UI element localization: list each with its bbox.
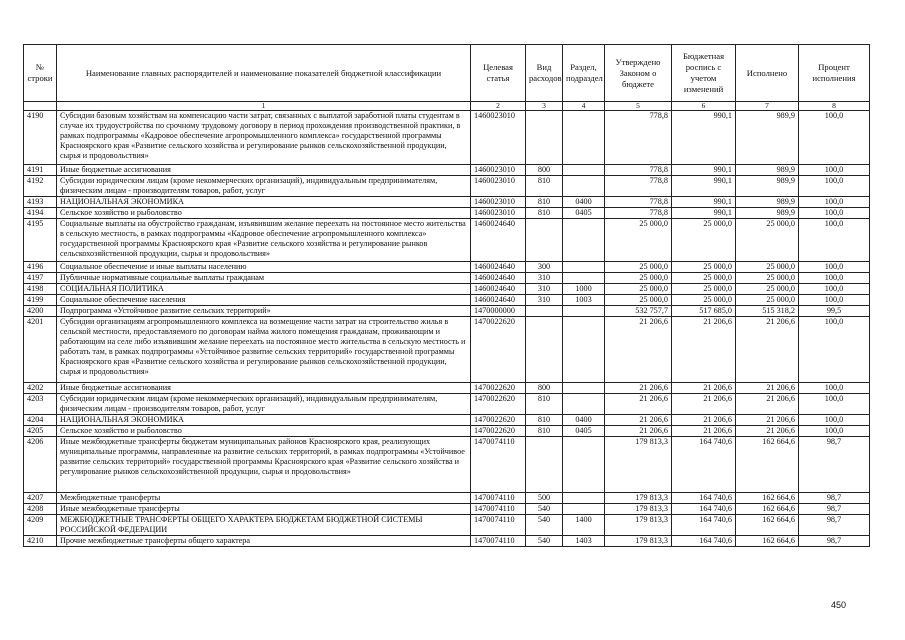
executed-cell: 989,9: [736, 208, 799, 219]
budget-plan-cell: 990,1: [672, 111, 736, 165]
row-name-cell: Прочие межбюджетные трансферты общего характера: [57, 536, 471, 547]
table-row: [24, 197, 870, 208]
expense-type-cell: [526, 317, 563, 383]
budget-plan-cell: 517 685,0: [672, 306, 736, 317]
budget-plan-cell: 25 000,0: [672, 219, 736, 262]
row-name-cell: Межбюджетные трансферты: [57, 493, 471, 504]
executed-cell: 989,9: [736, 176, 799, 197]
target-article-cell: 1460024640: [471, 273, 526, 284]
percent-cell: 100,0: [799, 415, 870, 426]
expense-type-cell: 310: [526, 295, 563, 306]
table-row: [24, 295, 870, 306]
header-executed: Исполнено: [736, 45, 799, 102]
approved-cell: 179 813,3: [605, 504, 672, 515]
column-number-cell: 5: [605, 102, 672, 111]
budget-plan-cell: 164 740,6: [672, 493, 736, 504]
row-number-cell: 4192: [24, 176, 57, 197]
executed-cell: 162 664,6: [736, 493, 799, 504]
row-number-cell: 4202: [24, 383, 57, 394]
row-number-cell: 4190: [24, 111, 57, 165]
percent-cell: 98,7: [799, 536, 870, 547]
expense-type-cell: 540: [526, 536, 563, 547]
table-row: [24, 515, 870, 536]
target-article-cell: 1470074110: [471, 437, 526, 493]
budget-plan-cell: 990,1: [672, 208, 736, 219]
approved-cell: 778,8: [605, 208, 672, 219]
section-cell: [563, 504, 605, 515]
expense-type-cell: [526, 306, 563, 317]
section-cell: 1403: [563, 536, 605, 547]
approved-cell: 25 000,0: [605, 219, 672, 262]
percent-cell: 99,5: [799, 306, 870, 317]
section-cell: 1000: [563, 284, 605, 295]
approved-cell: 21 206,6: [605, 317, 672, 383]
column-number-cell: 4: [563, 102, 605, 111]
expense-type-cell: 810: [526, 394, 563, 415]
row-name-cell: Социальное обеспечение и иные выплаты населению: [57, 262, 471, 273]
executed-cell: 21 206,6: [736, 426, 799, 437]
expense-type-cell: 810: [526, 415, 563, 426]
section-cell: [563, 165, 605, 176]
row-name-cell: Подпрограмма «Устойчивое развитие сельских территорий»: [57, 306, 471, 317]
target-article-cell: 1470022620: [471, 415, 526, 426]
approved-cell: 179 813,3: [605, 493, 672, 504]
row-number-cell: 4193: [24, 197, 57, 208]
section-cell: 1400: [563, 515, 605, 536]
budget-plan-cell: 164 740,6: [672, 536, 736, 547]
percent-cell: 100,0: [799, 383, 870, 394]
header-section: Раздел, подраздел: [563, 45, 605, 102]
row-name-cell: Иные бюджетные ассигнования: [57, 165, 471, 176]
executed-cell: 21 206,6: [736, 394, 799, 415]
row-name-cell: Иные межбюджетные трансферты: [57, 504, 471, 515]
percent-cell: 100,0: [799, 165, 870, 176]
budget-plan-cell: 990,1: [672, 165, 736, 176]
approved-cell: 21 206,6: [605, 415, 672, 426]
expense-type-cell: [526, 437, 563, 493]
approved-cell: 25 000,0: [605, 273, 672, 284]
row-name-cell: НАЦИОНАЛЬНАЯ ЭКОНОМИКА: [57, 415, 471, 426]
row-number-cell: 4206: [24, 437, 57, 493]
executed-cell: 989,9: [736, 165, 799, 176]
row-number-cell: 4197: [24, 273, 57, 284]
row-name-cell: Сельское хозяйство и рыболовство: [57, 426, 471, 437]
executed-cell: 515 318,2: [736, 306, 799, 317]
percent-cell: 100,0: [799, 219, 870, 262]
percent-cell: 100,0: [799, 111, 870, 165]
section-cell: [563, 176, 605, 197]
header-percent: Процент исполнения: [799, 45, 870, 102]
executed-cell: 989,9: [736, 111, 799, 165]
percent-cell: 98,7: [799, 504, 870, 515]
expense-type-cell: 810: [526, 208, 563, 219]
target-article-cell: 1470074110: [471, 493, 526, 504]
row-number-cell: 4204: [24, 415, 57, 426]
executed-cell: 162 664,6: [736, 536, 799, 547]
expense-type-cell: 500: [526, 493, 563, 504]
approved-cell: 25 000,0: [605, 295, 672, 306]
approved-cell: 778,8: [605, 165, 672, 176]
section-cell: [563, 111, 605, 165]
percent-cell: 100,0: [799, 262, 870, 273]
row-number-cell: 4198: [24, 284, 57, 295]
column-number-row: [24, 102, 870, 111]
executed-cell: 162 664,6: [736, 504, 799, 515]
table-row: [24, 176, 870, 197]
header-approved: Утверждено Законом о бюджете: [605, 45, 672, 102]
table-row: [24, 394, 870, 415]
table-row: [24, 426, 870, 437]
row-name-cell: Субсидии базовым хозяйствам на компенсацию части затрат, связанных с выплатой заработной платы студентам в случае их трудоустройства по срочному трудовому договору в период прохождения производственной практики, в рамках подпрограммы «Кадровое обеспечение агропромышленного комплекса» государственной программы Красноярского края «Развитие сельского хозяйства и регулирование рынков сельскохозяйственной продукции, сырья и продовольствия»: [57, 111, 471, 165]
approved-cell: 778,8: [605, 111, 672, 165]
executed-cell: 21 206,6: [736, 383, 799, 394]
budget-table-sheet: [23, 44, 869, 547]
section-cell: [563, 219, 605, 262]
target-article-cell: 1460024640: [471, 284, 526, 295]
table-row: [24, 306, 870, 317]
expense-type-cell: 810: [526, 197, 563, 208]
table-row: [24, 383, 870, 394]
row-name-cell: Сельское хозяйство и рыболовство: [57, 208, 471, 219]
budget-plan-cell: 25 000,0: [672, 284, 736, 295]
approved-cell: 25 000,0: [605, 262, 672, 273]
row-name-cell: Субсидии юридическим лицам (кроме некоммерческих организаций), индивидуальным предпринимателям, физическим лицам - производителям товаров, работ, услуг: [57, 176, 471, 197]
target-article-cell: 1470022620: [471, 317, 526, 383]
expense-type-cell: 800: [526, 165, 563, 176]
approved-cell: 25 000,0: [605, 284, 672, 295]
expense-type-cell: 300: [526, 262, 563, 273]
table-row: [24, 437, 870, 493]
budget-plan-cell: 25 000,0: [672, 262, 736, 273]
table-row: [24, 208, 870, 219]
page-number: 450: [831, 600, 847, 610]
table-row: [24, 219, 870, 262]
row-number-cell: 4207: [24, 493, 57, 504]
percent-cell: 100,0: [799, 394, 870, 415]
executed-cell: 25 000,0: [736, 295, 799, 306]
section-cell: [563, 437, 605, 493]
approved-cell: 21 206,6: [605, 383, 672, 394]
executed-cell: 25 000,0: [736, 273, 799, 284]
row-name-cell: Социальные выплаты на обустройство гражданам, изъявившим желание переехать на постоянное место жительства в сельскую местность, в рамках подпрограммы «Кадровое обеспечение агропромышленного комплекса» государственной программы Красноярского края «Развитие сельского хозяйства и регулирование рынков сельскохозяйственной продукции, сырья и продовольствия»: [57, 219, 471, 262]
target-article-cell: 1460023010: [471, 208, 526, 219]
target-article-cell: 1460024640: [471, 219, 526, 262]
expense-type-cell: 810: [526, 426, 563, 437]
column-number-cell: 8: [799, 102, 870, 111]
approved-cell: 21 206,6: [605, 394, 672, 415]
table-row: [24, 536, 870, 547]
budget-plan-cell: 25 000,0: [672, 273, 736, 284]
target-article-cell: 1470022620: [471, 394, 526, 415]
section-cell: [563, 317, 605, 383]
header-name: Наименование главных распорядителей и наименование показателей бюджетной классификации: [57, 45, 471, 102]
executed-cell: 21 206,6: [736, 415, 799, 426]
column-number-cell: 2: [471, 102, 526, 111]
row-number-cell: 4196: [24, 262, 57, 273]
row-name-cell: Субсидии организациям агропромышленного комплекса на возмещение части затрат на строительство жилья в сельской местности, предоставляемого по договорам найма жилого помещения гражданам, проживающим и работающим на селе либо изъявившим желание переехать на постоянное место жительства в сельскую местность и работать там, в рамках подпрограммы «Устойчивое развитие сельских территорий» государственной программы Красноярского края «Развитие сельского хозяйства и регулирование рынков сельскохозяйственной продукции, сырья и продовольствия»: [57, 317, 471, 383]
expense-type-cell: [526, 111, 563, 165]
budget-plan-cell: 21 206,6: [672, 383, 736, 394]
approved-cell: 179 813,3: [605, 437, 672, 493]
row-name-cell: Публичные нормативные социальные выплаты гражданам: [57, 273, 471, 284]
executed-cell: 162 664,6: [736, 515, 799, 536]
row-name-cell: СОЦИАЛЬНАЯ ПОЛИТИКА: [57, 284, 471, 295]
section-cell: 0405: [563, 426, 605, 437]
row-name-cell: Иные бюджетные ассигнования: [57, 383, 471, 394]
percent-cell: 98,7: [799, 515, 870, 536]
executed-cell: 989,9: [736, 197, 799, 208]
section-cell: [563, 383, 605, 394]
executed-cell: 25 000,0: [736, 219, 799, 262]
percent-cell: 100,0: [799, 284, 870, 295]
row-number-cell: 4191: [24, 165, 57, 176]
section-cell: [563, 493, 605, 504]
target-article-cell: 1470022620: [471, 426, 526, 437]
budget-plan-cell: 25 000,0: [672, 295, 736, 306]
column-number-cell: 6: [672, 102, 736, 111]
approved-cell: 21 206,6: [605, 426, 672, 437]
budget-plan-cell: 164 740,6: [672, 515, 736, 536]
approved-cell: 179 813,3: [605, 515, 672, 536]
row-number-cell: 4208: [24, 504, 57, 515]
executed-cell: 21 206,6: [736, 317, 799, 383]
row-number-cell: 4203: [24, 394, 57, 415]
expense-type-cell: 310: [526, 273, 563, 284]
executed-cell: 162 664,6: [736, 437, 799, 493]
percent-cell: 100,0: [799, 208, 870, 219]
column-number-cell: 1: [57, 102, 471, 111]
section-cell: [563, 306, 605, 317]
header-budget-plan: Бюджетная роспись с учетом изменений: [672, 45, 736, 102]
approved-cell: 179 813,3: [605, 536, 672, 547]
column-number-cell: 7: [736, 102, 799, 111]
percent-cell: 98,7: [799, 493, 870, 504]
budget-plan-cell: 164 740,6: [672, 504, 736, 515]
table-row: [24, 317, 870, 383]
row-number-cell: 4199: [24, 295, 57, 306]
target-article-cell: 1460024640: [471, 295, 526, 306]
percent-cell: 100,0: [799, 197, 870, 208]
column-number-blank: [24, 102, 57, 111]
approved-cell: 778,8: [605, 176, 672, 197]
budget-execution-table: [23, 44, 870, 547]
target-article-cell: 1470074110: [471, 536, 526, 547]
target-article-cell: 1460023010: [471, 176, 526, 197]
budget-plan-cell: 990,1: [672, 197, 736, 208]
budget-plan-cell: 21 206,6: [672, 426, 736, 437]
percent-cell: 98,7: [799, 437, 870, 493]
budget-plan-cell: 21 206,6: [672, 415, 736, 426]
table-row: [24, 504, 870, 515]
percent-cell: 100,0: [799, 317, 870, 383]
budget-plan-cell: 21 206,6: [672, 317, 736, 383]
row-number-cell: 4205: [24, 426, 57, 437]
header-expense-type: Вид расходов: [526, 45, 563, 102]
expense-type-cell: 540: [526, 504, 563, 515]
section-cell: [563, 273, 605, 284]
target-article-cell: 1470000000: [471, 306, 526, 317]
target-article-cell: 1460023010: [471, 111, 526, 165]
row-number-cell: 4194: [24, 208, 57, 219]
approved-cell: 532 757,7: [605, 306, 672, 317]
row-number-cell: 4201: [24, 317, 57, 383]
target-article-cell: 1470074110: [471, 515, 526, 536]
target-article-cell: 1460024640: [471, 262, 526, 273]
expense-type-cell: 540: [526, 515, 563, 536]
percent-cell: 100,0: [799, 176, 870, 197]
budget-plan-cell: 164 740,6: [672, 437, 736, 493]
row-name-cell: МЕЖБЮДЖЕТНЫЕ ТРАНСФЕРТЫ ОБЩЕГО ХАРАКТЕРА БЮДЖЕТАМ БЮДЖЕТНОЙ СИСТЕМЫ РОССИЙСКОЙ ФЕДЕРАЦИИ: [57, 515, 471, 536]
expense-type-cell: 800: [526, 383, 563, 394]
expense-type-cell: 310: [526, 284, 563, 295]
section-cell: 0400: [563, 415, 605, 426]
table-row: [24, 111, 870, 165]
percent-cell: 100,0: [799, 295, 870, 306]
header-target-article: Целевая статья: [471, 45, 526, 102]
row-name-cell: Субсидии юридическим лицам (кроме некоммерческих организаций), индивидуальным предпринимателям, физическим лицам - производителям товаров, работ, услуг: [57, 394, 471, 415]
section-cell: 0405: [563, 208, 605, 219]
expense-type-cell: 810: [526, 176, 563, 197]
approved-cell: 778,8: [605, 197, 672, 208]
section-cell: 1003: [563, 295, 605, 306]
table-row: [24, 273, 870, 284]
target-article-cell: 1460023010: [471, 165, 526, 176]
budget-plan-cell: 990,1: [672, 176, 736, 197]
executed-cell: 25 000,0: [736, 284, 799, 295]
executed-cell: 25 000,0: [736, 262, 799, 273]
section-cell: [563, 262, 605, 273]
column-number-cell: 3: [526, 102, 563, 111]
expense-type-cell: [526, 219, 563, 262]
section-cell: [563, 394, 605, 415]
table-row: [24, 493, 870, 504]
row-name-cell: Иные межбюджетные трансферты бюджетам муниципальных районов Красноярского края, реализующих муниципальные программы, направленные на развитие сельских территорий, в рамках подпрограммы «Устойчивое развитие сельских территорий» государственной программы Красноярского края «Развитие сельского хозяйства и регулирование рынков сельскохозяйственной продукции, сырья и продовольствия»: [57, 437, 471, 493]
table-row: [24, 415, 870, 426]
target-article-cell: 1470022620: [471, 383, 526, 394]
row-number-cell: 4195: [24, 219, 57, 262]
row-number-cell: 4200: [24, 306, 57, 317]
target-article-cell: 1470074110: [471, 504, 526, 515]
table-row: [24, 262, 870, 273]
table-row: [24, 165, 870, 176]
row-name-cell: Социальное обеспечение населения: [57, 295, 471, 306]
header-row: [24, 45, 870, 102]
row-number-cell: 4210: [24, 536, 57, 547]
percent-cell: 100,0: [799, 426, 870, 437]
percent-cell: 100,0: [799, 273, 870, 284]
header-row-number: № строки: [24, 45, 57, 102]
row-name-cell: НАЦИОНАЛЬНАЯ ЭКОНОМИКА: [57, 197, 471, 208]
section-cell: 0400: [563, 197, 605, 208]
target-article-cell: 1460023010: [471, 197, 526, 208]
row-number-cell: 4209: [24, 515, 57, 536]
budget-plan-cell: 21 206,6: [672, 394, 736, 415]
table-row: [24, 284, 870, 295]
